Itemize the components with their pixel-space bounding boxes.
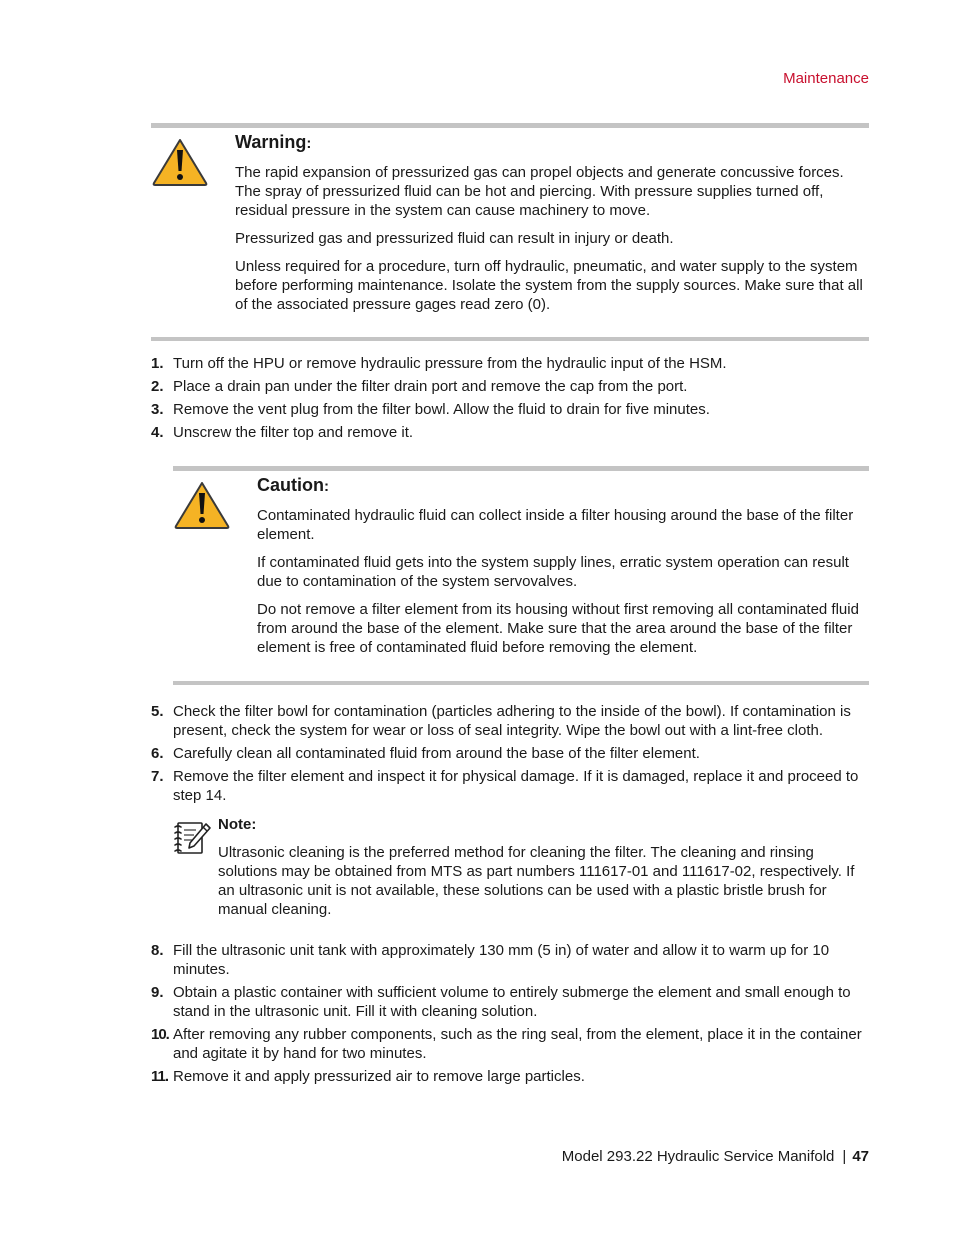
page-footer: [562, 1148, 869, 1165]
procedure-steps: [151, 702, 871, 809]
caution-paragraph: Contaminated hydraulic fluid can collect inside a filter housing around the base of the filter element.: [257, 507, 854, 543]
step-item: 3. Remove the vent plug from the filter bowl. Allow the fluid to drain for five minutes.: [151, 401, 710, 418]
warning-body: [235, 133, 871, 323]
warning-title: Warning:: [235, 132, 312, 152]
footer-title: Model 293.22 Hydraulic Service Manifold: [561, 1148, 835, 1165]
caution-top-rule: [173, 466, 869, 471]
running-header-section: Maintenance: [783, 70, 869, 87]
caution-icon: [173, 480, 231, 535]
step-item: 6. Carefully clean all contaminated fluid from around the base of the filter element.: [151, 745, 700, 762]
note-icon: [172, 818, 212, 861]
warning-icon: [151, 137, 209, 192]
step-item: 1. Turn off the HPU or remove hydraulic pressure from the hydraulic input of the HSM.: [151, 355, 727, 372]
note-title: Note:: [218, 816, 257, 833]
caution-paragraph: Do not remove a filter element from its housing without first removing all contaminated fluid from around the base of the element. Make sure that the area around the base of the filter element is free of contaminated fluid before removing the element.: [257, 601, 859, 656]
step-item: 11. Remove it and apply pressurized air to remove large particles.: [151, 1068, 585, 1085]
procedure-steps: [151, 941, 871, 1090]
step-item: 7. Remove the filter element and inspect it for physical damage. If it is damaged, replace it and proceed to step 14.: [151, 768, 859, 804]
note-text: Ultrasonic cleaning is the preferred method for cleaning the filter. The cleaning and rinsing solutions may be obtained from MTS as part numbers 111617-01 and 111617-02, respectively. If an ultrasonic unit is not available, these solutions can be used with a plastic bristle brush for manual cleaning.: [218, 844, 855, 918]
footer-separator: |: [842, 1148, 847, 1165]
warning-bottom-rule: [151, 337, 869, 341]
caution-paragraph: If contaminated fluid gets into the system supply lines, erratic system operation can result due to contamination of the system servovalves.: [257, 554, 849, 590]
caution-title: Caution:: [257, 475, 329, 495]
step-item: 5. Check the filter bowl for contamination (particles adhering to the inside of the bowl). If contamination is present, check the system for wear or loss of seal integrity. Wipe the bowl out with a lint-free cloth.: [151, 703, 851, 739]
procedure-steps: [151, 354, 871, 446]
page-number: 47: [852, 1148, 869, 1165]
step-item: 9. Obtain a plastic container with sufficient volume to entirely submerge the element and small enough to stand in the ultrasonic unit. Fill it with cleaning solution.: [151, 984, 851, 1020]
step-item: 8. Fill the ultrasonic unit tank with approximately 130 mm (5 in) of water and allow it to warm up for 10 minutes.: [151, 942, 830, 978]
step-item: 10. After removing any rubber components, such as the ring seal, from the element, place it in the container and agitate it by hand for two minutes.: [151, 1026, 862, 1062]
warning-top-rule: [151, 123, 869, 128]
warning-paragraph: The rapid expansion of pressurized gas can propel objects and generate concussive forces. The spray of pressurized fluid can be hot and piercing. With pressure supplies turned off, residual pressure in the system can cause machinery to move.: [235, 164, 844, 219]
step-item: 4. Unscrew the filter top and remove it.: [151, 424, 414, 441]
caution-bottom-rule: [173, 681, 869, 685]
caution-body: [257, 476, 871, 666]
warning-paragraph: Pressurized gas and pressurized fluid can result in injury or death.: [235, 230, 674, 247]
warning-paragraph: Unless required for a procedure, turn off hydraulic, pneumatic, and water supply to the system before performing maintenance. Isolate the system from the supply sources. Make sure that all of the associated pressure gages read zero (0).: [235, 258, 863, 313]
step-item: 2. Place a drain pan under the filter drain port and remove the cap from the port.: [151, 378, 688, 395]
note-body: [218, 815, 871, 928]
